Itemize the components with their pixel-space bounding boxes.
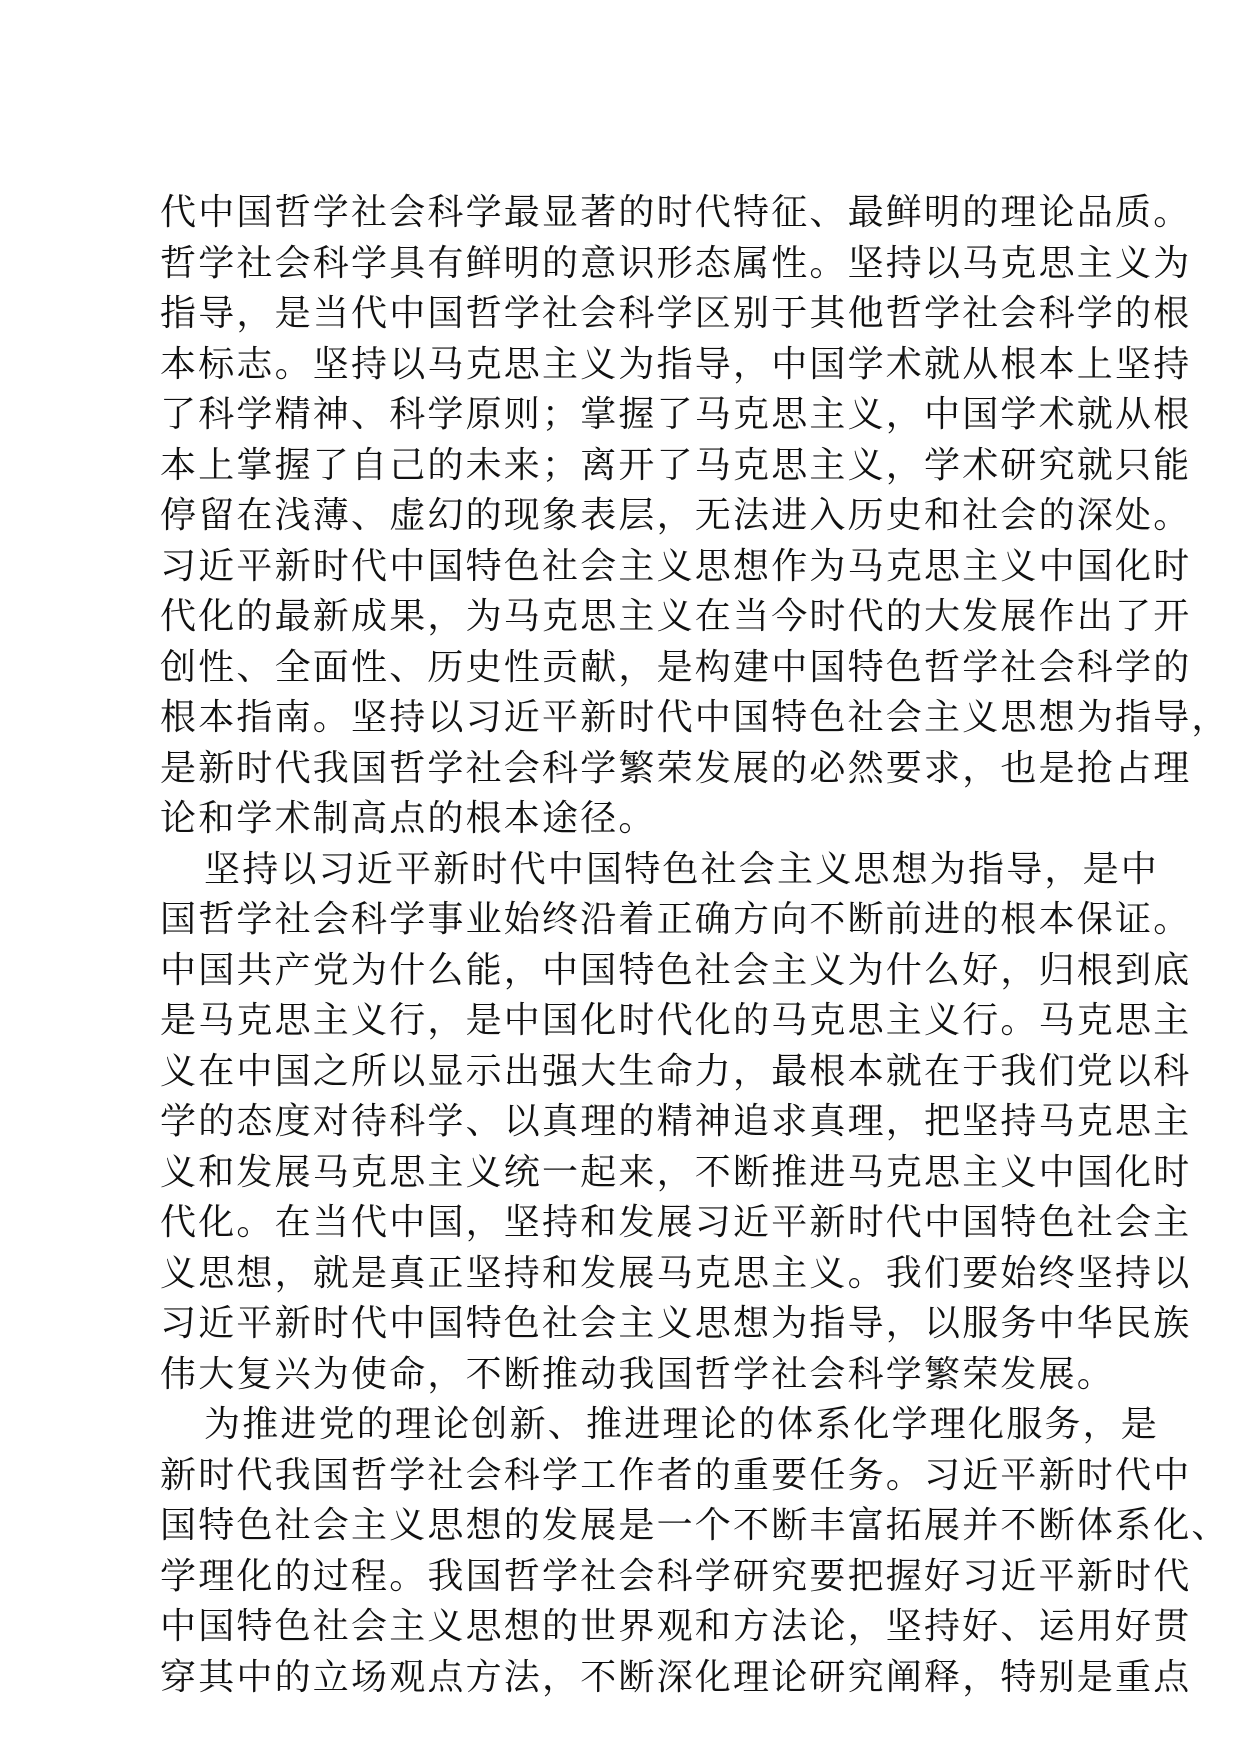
- paragraph-start-line: 坚持以习近平新时代中国特色社会主义思想为指导，是中: [204, 848, 1160, 890]
- text-line: 义思想，就是真正坚持和发展马克思主义。我们要始终坚持以: [160, 1252, 1192, 1294]
- text-line: 代中国哲学社会科学最显著的时代特征、最鲜明的理论品质。: [160, 192, 1192, 233]
- text-line: 国哲学社会科学事业始终沿着正确方向不断前进的根本保证。: [160, 899, 1192, 940]
- text-line: 代化。在当代中国，坚持和发展习近平新时代中国特色社会主: [160, 1202, 1192, 1243]
- text-line: 根本指南。坚持以习近平新时代中国特色社会主义思想为指导，: [160, 697, 1230, 738]
- text-line: 是新时代我国哲学社会科学繁荣发展的必然要求，也是抢占理: [160, 747, 1192, 789]
- text-line: 中国特色社会主义思想的世界观和方法论，坚持好、运用好贯: [160, 1606, 1192, 1647]
- text-line: 义在中国之所以显示出强大生命力，最根本就在于我们党以科: [160, 1050, 1192, 1092]
- text-line: 习近平新时代中国特色社会主义思想为指导，以服务中华民族: [160, 1303, 1192, 1344]
- text-line: 新时代我国哲学社会科学工作者的重要任务。习近平新时代中: [160, 1454, 1192, 1496]
- text-line: 本上掌握了自己的未来；离开了马克思主义，学术研究就只能: [160, 444, 1192, 486]
- text-line: 习近平新时代中国特色社会主义思想作为马克思主义中国化时: [160, 545, 1192, 587]
- text-line: 论和学术制高点的根本途径。: [160, 798, 657, 839]
- body-text: [160, 188, 1230, 1703]
- text-line: 指导，是当代中国哲学社会科学区别于其他哲学社会科学的根: [160, 293, 1192, 334]
- text-line: 代化的最新成果，为马克思主义在当今时代的大发展作出了开: [160, 596, 1192, 637]
- text-line: 哲学社会科学具有鲜明的意识形态属性。坚持以马克思主义为: [160, 242, 1192, 284]
- text-line: 中国共产党为什么能，中国特色社会主义为什么好，归根到底: [160, 949, 1192, 991]
- paragraph-start-line: 为推进党的理论创新、推进理论的体系化学理化服务，是: [204, 1404, 1160, 1445]
- text-line: 学的态度对待科学、以真理的精神追求真理，把坚持马克思主: [160, 1101, 1192, 1142]
- text-line: 国特色社会主义思想的发展是一个不断丰富拓展并不断体系化、: [160, 1505, 1230, 1546]
- text-line: 学理化的过程。我国哲学社会科学研究要把握好习近平新时代: [160, 1555, 1192, 1597]
- text-line: 穿其中的立场观点方法，不断深化理论研究阐释，特别是重点: [160, 1656, 1192, 1698]
- text-line: 伟大复兴为使命，不断推动我国哲学社会科学繁荣发展。: [160, 1353, 1116, 1395]
- text-line: 了科学精神、科学原则；掌握了马克思主义，中国学术就从根: [160, 394, 1192, 435]
- text-line: 停留在浅薄、虚幻的现象表层，无法进入历史和社会的深处。: [160, 495, 1192, 536]
- text-line: 本标志。坚持以马克思主义为指导，中国学术就从根本上坚持: [160, 343, 1192, 385]
- text-line: 义和发展马克思主义统一起来，不断推进马克思主义中国化时: [160, 1151, 1192, 1193]
- text-line: 是马克思主义行，是中国化时代化的马克思主义行。马克思主: [160, 1000, 1192, 1041]
- text-line: 创性、全面性、历史性贡献，是构建中国特色哲学社会科学的: [160, 646, 1192, 688]
